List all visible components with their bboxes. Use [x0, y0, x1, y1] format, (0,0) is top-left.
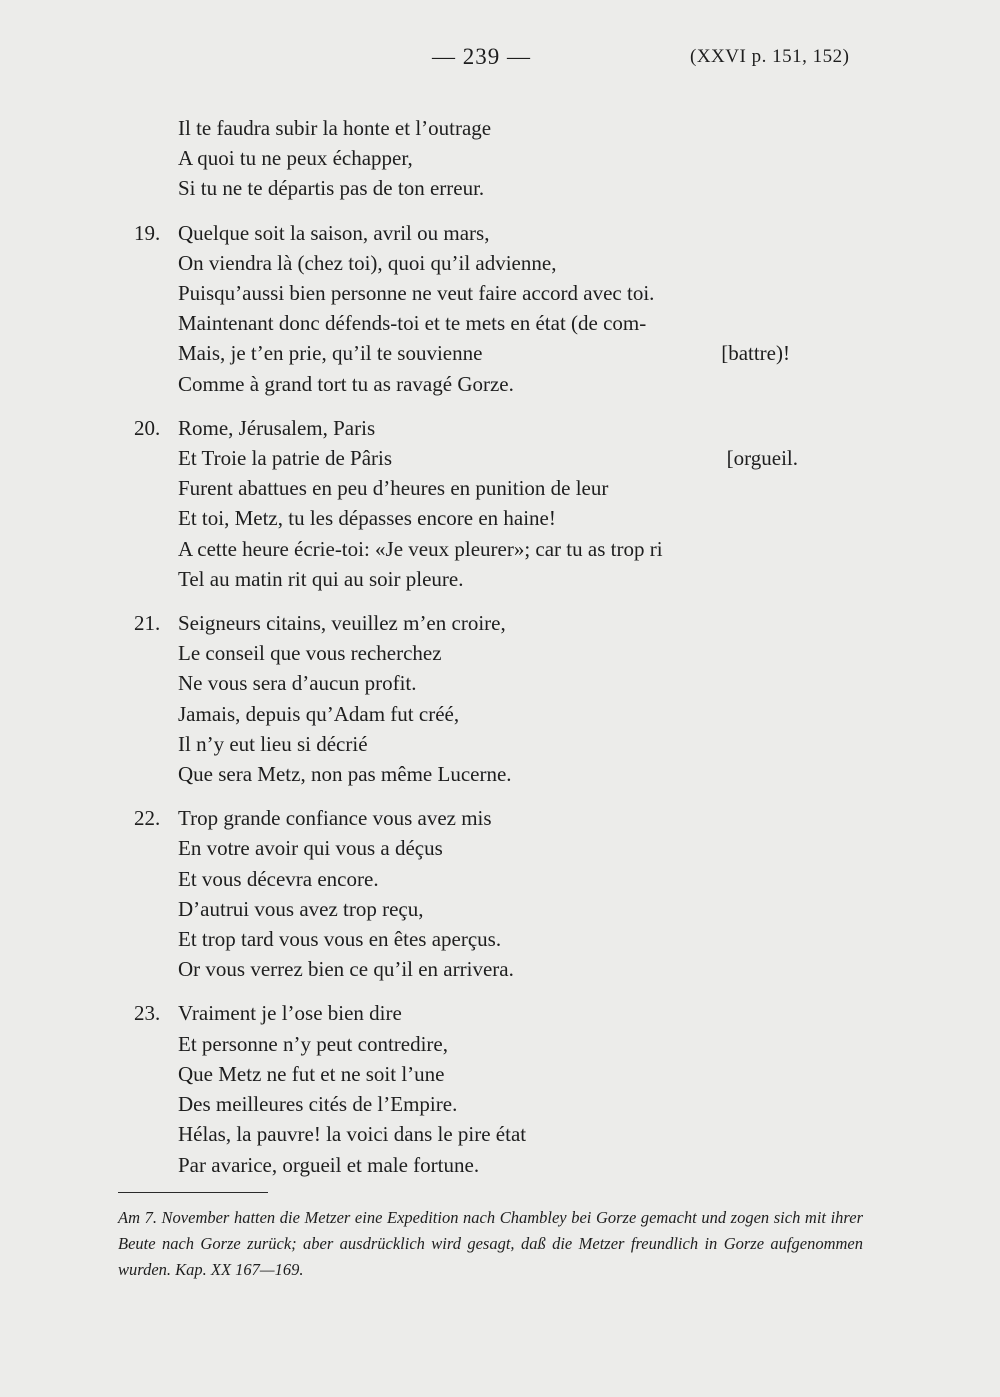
verse-line: En votre avoir qui vous a déçus — [178, 836, 443, 861]
verse-line: Jamais, depuis qu’Adam fut créé, — [178, 701, 460, 726]
stanza-number: 22. — [134, 806, 161, 831]
verse-line: A cette heure écrie-toi: «Je veux pleurer»; car tu as trop ri — [178, 536, 663, 561]
verse-line: Il te faudra subir la honte et l’outrage — [178, 116, 492, 140]
verse-line: Hélas, la pauvre! la voici dans le pire état — [178, 1122, 527, 1147]
verse-line: 22. Trop grande confiance vous avez mis — [134, 803, 784, 833]
verse-line: Ne vous sera d’aucun profit. — [178, 671, 417, 696]
verse-line: Et trop tard vous vous en êtes aperçus. — [178, 927, 502, 952]
verse-line: Tel au matin rit qui au soir pleure. — [178, 566, 464, 591]
verse-line: Et vous décevra encore. — [178, 866, 379, 891]
verse-line: Le conseil que vous recherchez — [178, 641, 442, 666]
verse-line: 20. Rome, Jérusalem, Paris — [134, 413, 784, 443]
verse-line: Mais, je t’en prie, qu’il te souvienne [battre)! — [134, 338, 784, 368]
stanza-number: 23. — [134, 1001, 161, 1026]
verse-line: Comme à grand tort tu as ravagé Gorze. — [178, 371, 514, 396]
line-continuation: [orgueil. — [726, 446, 798, 471]
footnote: Am 7. November hatten die Metzer eine Expedition nach Chambley bei Gorze gemacht und zogen sich mit ihrer Beute nach Gorze zurück; aber ausdrücklich wird gesagt, daß die Metzer freundlich in Gorze aufgenommen wurden. Kap. XX 167—169. — [118, 1208, 863, 1279]
stanza-21 — [134, 608, 784, 789]
stanza-22 — [134, 803, 784, 984]
verse-line: D’autrui vous avez trop reçu, — [178, 896, 424, 921]
footnote-divider — [118, 1192, 268, 1193]
verse-line: Furent abattues en peu d’heures en punition de leur — [178, 476, 609, 501]
verse-line: On viendra là (chez toi), quoi qu’il advienne, — [178, 250, 557, 275]
verse-line: Et Troie la patrie de Pâris [orgueil. — [134, 443, 784, 473]
page-header — [0, 44, 1000, 78]
verse-line: Or vous verrez bien ce qu’il en arrivera. — [178, 957, 514, 982]
verse-line: Que sera Metz, non pas même Lucerne. — [178, 762, 512, 787]
stanza-19 — [134, 218, 790, 399]
page-number: — 239 — — [432, 44, 531, 69]
verse-line: Que Metz ne fut et ne soit l’une — [178, 1061, 445, 1086]
verse-line: Il n’y eut lieu si décrié — [178, 731, 368, 756]
stanza-23 — [134, 998, 784, 1179]
verse-line: Si tu ne te départis pas de ton erreur. — [178, 176, 485, 201]
poem-body — [134, 113, 798, 1194]
stanza-number: 20. — [134, 415, 161, 440]
line-continuation: [battre)! — [721, 341, 790, 366]
section-reference: (XXVI p. 151, 152) — [690, 46, 850, 67]
verse-line: Et personne n’y peut contredire, — [178, 1031, 448, 1056]
verse-line: 21. Seigneurs citains, veuillez m’en croire, — [134, 608, 784, 638]
stanza-20 — [134, 413, 798, 594]
stanza-number: 19. — [134, 220, 161, 245]
verse-line: A quoi tu ne peux échapper, — [178, 146, 413, 171]
verse-line: Maintenant donc défends-toi et te mets en état (de com- — [178, 311, 647, 336]
verse-line: Et toi, Metz, tu les dépasses encore en haine! — [178, 506, 556, 531]
verse-line: 23. Vraiment je l’ose bien dire — [134, 998, 784, 1028]
stanza-continued — [134, 113, 784, 204]
stanza-number: 21. — [134, 611, 161, 636]
verse-line: Puisqu’aussi bien personne ne veut faire accord avec toi. — [178, 281, 655, 306]
verse-line: Par avarice, orgueil et male fortune. — [178, 1152, 480, 1177]
verse-line: Des meilleures cités de l’Empire. — [178, 1092, 458, 1117]
verse-line: 19. Quelque soit la saison, avril ou mars, — [134, 218, 784, 248]
